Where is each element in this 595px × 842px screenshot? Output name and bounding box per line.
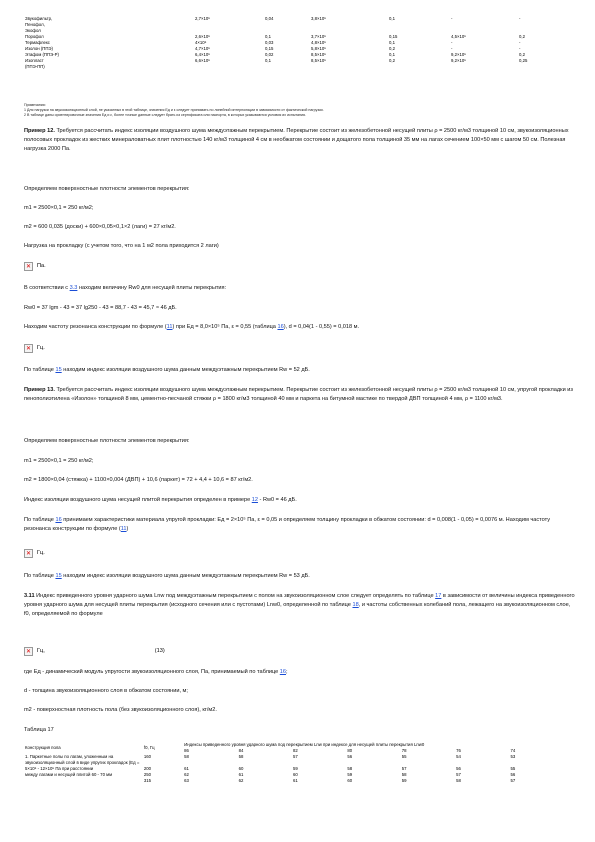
table-cell: 54 <box>456 754 461 759</box>
text-run: В соответствии с <box>24 285 70 291</box>
table-cell: 59 <box>292 766 298 771</box>
formula-unit: Гц. <box>37 345 45 351</box>
text-run: принимаем характеристики материала упругой прокладки: Eд = 2×10⁵ Па, ε = 0,05 и определяем толщину прокладки в обжатом состоянии: d = 0,008(1 - 0,05) = 0,0076 м. Находим частоту резонанса конструкции по формуле ( <box>24 517 551 532</box>
section-number: 3.11 <box>24 593 35 599</box>
ex13-p1: Определяем поверхностные плотности элементов перекрытия: <box>24 438 190 444</box>
table-cell: 4,5×10⁵ <box>451 34 467 39</box>
table-row <box>24 754 564 766</box>
table-cell: 2,7×10⁵ <box>195 16 211 21</box>
table-cell: 58 <box>184 754 189 759</box>
table-cell: Порофол <box>25 34 44 39</box>
table-cell: 59 <box>347 772 353 777</box>
formula-unit: Гц. <box>37 550 45 556</box>
ex12-p7 <box>24 323 576 332</box>
table-cell: 58 <box>238 754 244 759</box>
table-cell: 4×10⁵ <box>195 40 207 45</box>
ex12-p3: m2 = 600 0,035 (доски) + 600×0,05×0,1×2 (лаги) = 27 кг/м2. <box>24 224 176 230</box>
table-cell: 60 <box>347 778 353 783</box>
table-header: 78 <box>401 748 407 753</box>
table-cell: 9,2×10⁵ <box>451 58 467 63</box>
table-cell: - <box>451 16 453 21</box>
table-header: 82 <box>292 748 298 753</box>
table-cell: между лагами и несущей плитой 60 - 70 мм <box>25 772 113 777</box>
link-table-16[interactable]: 16 <box>55 517 62 523</box>
table-cell: 61 <box>184 766 189 771</box>
text-run: По таблице <box>24 517 56 523</box>
table-cell: Экофол <box>25 28 41 33</box>
s311-p1 <box>24 668 576 677</box>
table-cell: Этафом (ППЭ-Р) <box>25 52 59 57</box>
text-run: ) при Eд = 8,0×10⁵ Па, ε = 0,55 (таблица <box>172 324 278 330</box>
table-cell: 0,2 <box>519 34 525 39</box>
text-run: - Rw0 = 46 дБ. <box>257 497 297 503</box>
table-cell: 60 <box>238 766 244 771</box>
table-cell <box>518 64 584 70</box>
example-13-label: Пример 13. <box>24 387 55 393</box>
table-header: f0, Гц <box>143 745 155 750</box>
table-row <box>24 64 584 70</box>
ex12-p2: m1 = 2500×0,1 = 250 кг/м2; <box>24 205 94 211</box>
table-cell: - <box>451 40 453 45</box>
table-header: Конструкция пола <box>25 745 61 750</box>
link-table-16[interactable]: 16 <box>279 669 286 675</box>
table-header: 76 <box>456 748 461 753</box>
text-run: находим величину Rw0 для несущей плиты перекрытия: <box>77 285 227 291</box>
table-cell: 61 <box>238 772 244 777</box>
table-cell: 200 <box>143 766 152 771</box>
table-cell <box>450 64 518 70</box>
table-cell: Звукофильтр, <box>25 16 53 21</box>
table-cell: 4,8×10⁵ <box>311 40 327 45</box>
table-cell: 0,04 <box>265 16 274 21</box>
table-cell: 62 <box>184 772 189 777</box>
table-cell: 58 <box>401 772 407 777</box>
table-cell: - <box>519 40 521 45</box>
table-cell: Пенофол, <box>25 22 45 27</box>
table-cell: 0,2 <box>519 52 525 57</box>
text-run: ) <box>126 526 129 532</box>
table-cell: 62 <box>238 778 244 783</box>
table-cell: 1. Паркетные полы по лагам, уложенным на звукоизоляционный слой в виде упругих прокладок (Eд = <box>25 754 140 765</box>
table-cell: 0,1 <box>265 34 271 39</box>
table-cell: 58 <box>347 766 353 771</box>
example-13-text: Требуется рассчитать индекс изоляции воздушного шума междуэтажным перекрытием. Перекрытие состоит из железобетонной несущей плиты ρ = 2500 кг/м3 толщиной 10 см, упругой прокладки из пенополиэтилена «Изолон» толщиной 8 мм, цементно-песчаной стяжки ρ = 1800 кг/м3 толщиной 40 мм и паркета на битумной мастике по твердой ДВП толщиной 4 мм, ρ = 1100 кг/м3. <box>24 387 573 402</box>
table-cell: 0,2 <box>389 46 395 51</box>
s311-p3: m2 - поверхностная плотность пола (без звукоизоляционного слоя), кг/м2. <box>24 707 217 713</box>
ex13-p5 <box>24 516 576 534</box>
table-cell: 56 <box>456 766 461 771</box>
link-table-17[interactable]: 17 <box>435 593 442 599</box>
table-cell: 56 <box>510 772 516 777</box>
ex13-formula-1 <box>24 548 45 558</box>
link-table-15[interactable]: 15 <box>55 367 62 373</box>
table-cell: 0,15 <box>389 34 398 39</box>
broken-image-icon <box>24 549 33 558</box>
broken-image-icon <box>24 344 33 353</box>
table-cell: Изолон (ППЭ) <box>25 46 53 51</box>
table-cell: 59 <box>401 778 407 783</box>
table-cell <box>388 64 450 70</box>
ex12-p6: Rw0 = 37 lgm - 43 = 37 lg250 - 43 = 88,7 - 43 = 45,7 ≈ 46 дБ. <box>24 305 177 311</box>
ex12-formula-1 <box>24 261 46 271</box>
note-2: 2 В таблице даны ориентировочные значения Eд и ε, более точные данные следует брать из сертификата или паспорта, в которых указываются условия их испытания. <box>24 113 306 117</box>
table-cell: Термафлекс <box>25 40 50 45</box>
text-run: Индекс изоляции воздушного шума несущей плитой перекрытия определен в примере <box>24 497 252 503</box>
table-cell: 315 <box>143 778 152 783</box>
text-run: находим индекс изоляции воздушного шума данным междуэтажным перекрытием Rw = 53 дБ. <box>61 573 310 579</box>
table-cell: (ППЭ-ПП) <box>25 64 45 69</box>
example-12-label: Пример 12. <box>24 128 55 134</box>
table-header: 74 <box>510 748 516 753</box>
table-cell: 3,8×10⁵ <box>311 16 327 21</box>
table-cell: 0,2 <box>389 58 395 63</box>
text-run: Индекс приведенного уровня ударного шума Lnw под междуэтажным перекрытием с полом на звукоизоляционном слое следует определять по таблице <box>34 593 436 599</box>
text-run: где Eд - динамический модуль упругости звукоизоляционного слоя, Па, принимаемый по таблице <box>24 669 280 675</box>
table-cell: 53 <box>510 754 516 759</box>
example-12-text: Требуется рассчитать индекс изоляции воздушного шума междуэтажным перекрытием. Перекрытие состоит из железобетонной несущей плиты ρ = 2500 кг/м3 толщиной 10 см, звукоизоляционных полосовых прокладок из жестких минераловатных плит плотностью 140 кг/м3 толщиной 4 см в необжатом состоянии и дощатого пола толщиной 35 мм на лагах сечением 100×50 мм с шагом 50 см. Полезная нагрузка 2000 Па. <box>24 128 569 152</box>
table-cell: 250 <box>143 772 152 777</box>
broken-image-icon <box>24 262 33 271</box>
table-cell: 0,1 <box>389 16 395 21</box>
table-cell <box>310 64 388 70</box>
table-cell: 160 <box>143 754 152 759</box>
text-run: Находим частоту резонанса конструкции по формуле ( <box>24 324 167 330</box>
table-cell: 0,03 <box>265 40 274 45</box>
link-table-15[interactable]: 15 <box>55 573 62 579</box>
table-cell: 6,6×10⁵ <box>195 58 211 63</box>
text-run: По таблице <box>24 573 56 579</box>
table-header: 80 <box>347 748 353 753</box>
link-table-16[interactable]: 16 <box>277 324 284 330</box>
table-17-caption: Таблица 17 <box>24 727 54 733</box>
formula-unit: Па. <box>37 263 46 269</box>
table-17 <box>24 742 564 784</box>
table-header: Индексы приведенного уровня ударного шума под перекрытием Lnw при индексе для несущей плиты перекрытия Lnw0 <box>184 742 425 747</box>
table-cell <box>24 778 143 784</box>
link-formula-11[interactable]: 11 <box>120 526 127 532</box>
text-run: в зависимости от величины индекса приведенного уровня ударного шума для несущей плиты перекрытия (исходного сечения или с пустотами) Lnw0, определенной по таблице <box>24 593 575 608</box>
text-run: находим индекс изоляции воздушного шума данным междуэтажным перекрытием Rw = 52 дБ. <box>61 367 310 373</box>
link-example-12[interactable]: 12 <box>251 497 258 503</box>
table-cell <box>264 64 310 70</box>
table-header: 84 <box>238 748 244 753</box>
link-formula-11[interactable]: 11 <box>166 324 173 330</box>
formula-number: (13) <box>154 648 165 654</box>
table-cell: 0,1 <box>389 52 395 57</box>
text-run: ; <box>286 669 288 675</box>
table-cell: 5×10⁵ - 12×10⁵ Па при расстоянии <box>25 766 94 771</box>
table-cell: 0,15 <box>265 46 274 51</box>
table-cell: - <box>519 46 521 51</box>
notes-title: Примечания: <box>24 103 46 107</box>
ex12-p1: Определяем поверхностные плотности элементов перекрытия: <box>24 186 190 192</box>
link-section-3-3[interactable]: 3.3 <box>69 285 78 291</box>
section-3-11 <box>24 592 576 619</box>
text-run: ), d = 0,04(1 - 0,55) = 0,018 м. <box>283 324 360 330</box>
example-12-intro <box>24 127 576 154</box>
table-cell: 3,7×10⁵ <box>311 34 327 39</box>
table-cell: 5,8×10⁵ <box>311 46 327 51</box>
text-run: , и частоты собственных колебаний пола, лежащего на звукоизоляционном слое, f0, определяемой по формуле <box>24 602 571 617</box>
material-properties-table <box>24 16 584 70</box>
ex13-p3: m2 = 1800×0,04 (стяжка) + 1100×0,004 (ДВП) + 10,6 (паркет) = 72 + 4,4 + 10,6 = 87 кг/м2. <box>24 477 253 483</box>
text-run: По таблице <box>24 367 56 373</box>
table-cell: 56 <box>347 754 353 759</box>
table-cell: 57 <box>292 754 298 759</box>
table-cell: - <box>451 46 453 51</box>
table-row <box>24 778 564 784</box>
table-cell: 0,1 <box>265 58 271 63</box>
note-1: 1 Для нагрузки на звукоизоляционный слой, не указанных в этой таблице, значения Eд и ε следует принимать по линейной интерполяции в зависимости от фактической нагрузки. <box>24 108 324 112</box>
table-cell: 9,2×10⁵ <box>451 52 467 57</box>
table-cell: 57 <box>456 772 461 777</box>
table-header: 86 <box>184 748 189 753</box>
broken-image-icon <box>24 647 33 656</box>
formula-13 <box>24 646 444 656</box>
table-cell: Изопласт <box>25 58 44 63</box>
ex12-p5 <box>24 284 576 293</box>
ex12-p8 <box>24 366 576 375</box>
link-table-18[interactable]: 18 <box>352 602 359 608</box>
ex12-p4: Нагрузка на прокладку (с учетом того, что на 1 м2 пола приходится 2 лаги) <box>24 243 219 249</box>
table-cell: - <box>519 16 521 21</box>
table-cell: 8,5×10⁵ <box>311 52 327 57</box>
table-cell: 8,5×10⁵ <box>311 58 327 63</box>
table-cell: 60 <box>292 772 298 777</box>
table-cell: 55 <box>510 766 516 771</box>
ex13-p4 <box>24 496 576 505</box>
table-cell: 55 <box>401 754 407 759</box>
example-13-intro <box>24 386 576 404</box>
table-cell: 2,6×10⁵ <box>195 34 211 39</box>
ex12-formula-2 <box>24 343 45 353</box>
ex13-p6 <box>24 572 576 581</box>
table-cell: 61 <box>292 778 298 783</box>
table-cell: 57 <box>510 778 516 783</box>
table-cell: 57 <box>401 766 407 771</box>
s311-p2: d - толщина звукоизоляционного слоя в обжатом состоянии, м; <box>24 688 188 694</box>
table-cell: 0,1 <box>389 40 395 45</box>
table-cell: 63 <box>184 778 189 783</box>
table-cell: 0,25 <box>519 58 528 63</box>
table-cell: 4,7×10⁵ <box>195 46 211 51</box>
formula-unit: Гц, <box>37 648 45 654</box>
ex13-p2: m1 = 2500×0,1 = 250 кг/м2; <box>24 458 94 464</box>
table-cell: 58 <box>456 778 461 783</box>
table-notes <box>24 103 579 118</box>
table-cell: 0,02 <box>265 52 274 57</box>
table-cell: 6,4×10⁵ <box>195 52 211 57</box>
table-cell <box>194 64 264 70</box>
